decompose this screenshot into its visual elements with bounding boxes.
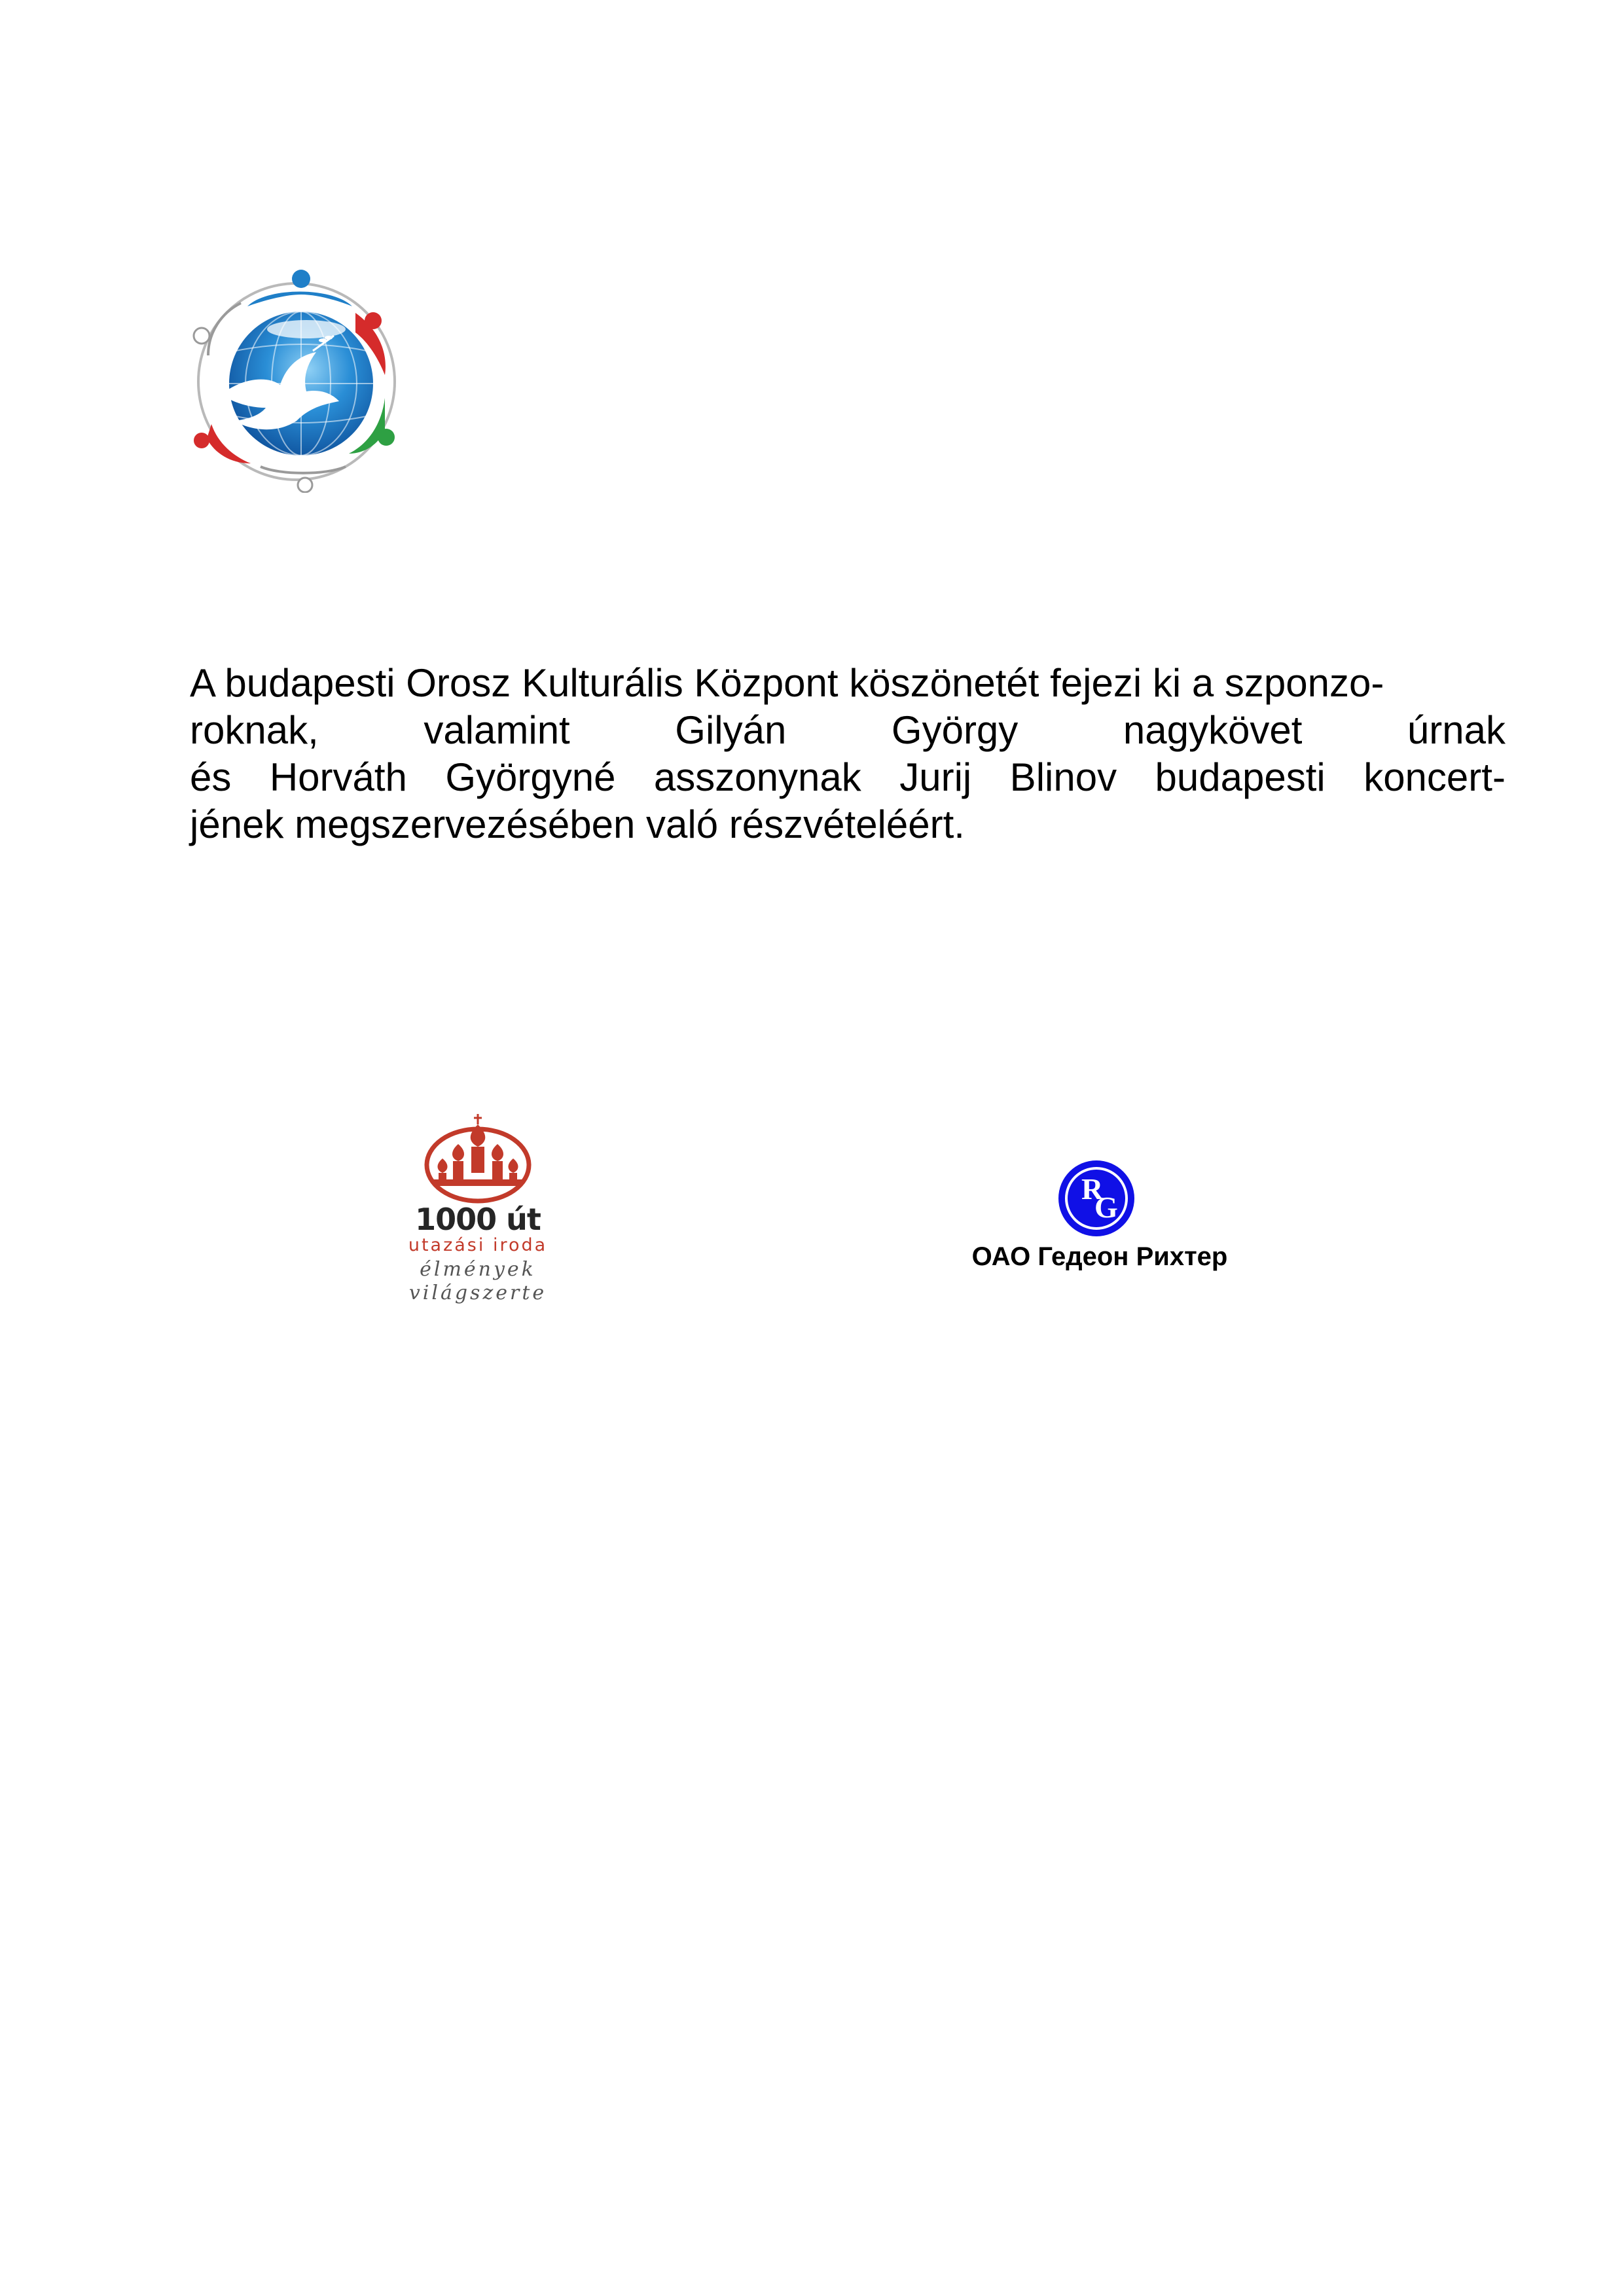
thanks-line-2 xyxy=(190,707,1506,754)
sponsor-travel-agency xyxy=(353,1113,602,1304)
rg-monogram-letter-g: G xyxy=(1094,1191,1118,1224)
pharma-company-name: ОАО Гедеон Рихтер xyxy=(971,1242,1228,1271)
thanks-word: Jurij xyxy=(899,755,972,799)
thanks-word: és xyxy=(190,755,232,799)
thanks-word: valamint xyxy=(424,708,570,752)
thanks-word: Györgyné xyxy=(445,755,616,799)
thanks-word: Gilyán xyxy=(675,708,787,752)
thanks-word: Horváth xyxy=(269,755,407,799)
thanks-word: roknak, xyxy=(190,708,319,752)
thanks-line-3 xyxy=(190,754,1506,801)
rg-monogram-icon xyxy=(1056,1158,1136,1238)
thanks-word: György xyxy=(891,708,1019,752)
thanks-word: koncert- xyxy=(1363,755,1506,799)
church-domes-icon xyxy=(419,1113,537,1204)
travel-agency-name: 1000 út xyxy=(415,1202,541,1237)
thanks-line-4: jének megszervezésében való részvételéért. xyxy=(190,802,965,846)
sponsor-pharma xyxy=(943,1158,1257,1276)
rg-monogram-letter-r: R xyxy=(1081,1172,1104,1206)
thanks-word: asszonynak xyxy=(653,755,861,799)
thanks-line-1: A budapesti Orosz Kulturális Központ köszönetét fejezi ki a szponzo- xyxy=(190,661,1384,705)
thanks-word: nagykövet xyxy=(1123,708,1303,752)
globe-dove-people-ring-icon xyxy=(189,267,405,493)
thanks-word: Blinov xyxy=(1009,755,1117,799)
organization-logo xyxy=(189,267,405,493)
thanks-word: úrnak xyxy=(1407,708,1506,752)
travel-agency-subtitle: utazási iroda xyxy=(408,1235,548,1255)
thanks-paragraph xyxy=(190,660,1506,848)
thanks-word: budapesti xyxy=(1155,755,1326,799)
travel-agency-tagline: élmények világszerte xyxy=(408,1258,547,1304)
